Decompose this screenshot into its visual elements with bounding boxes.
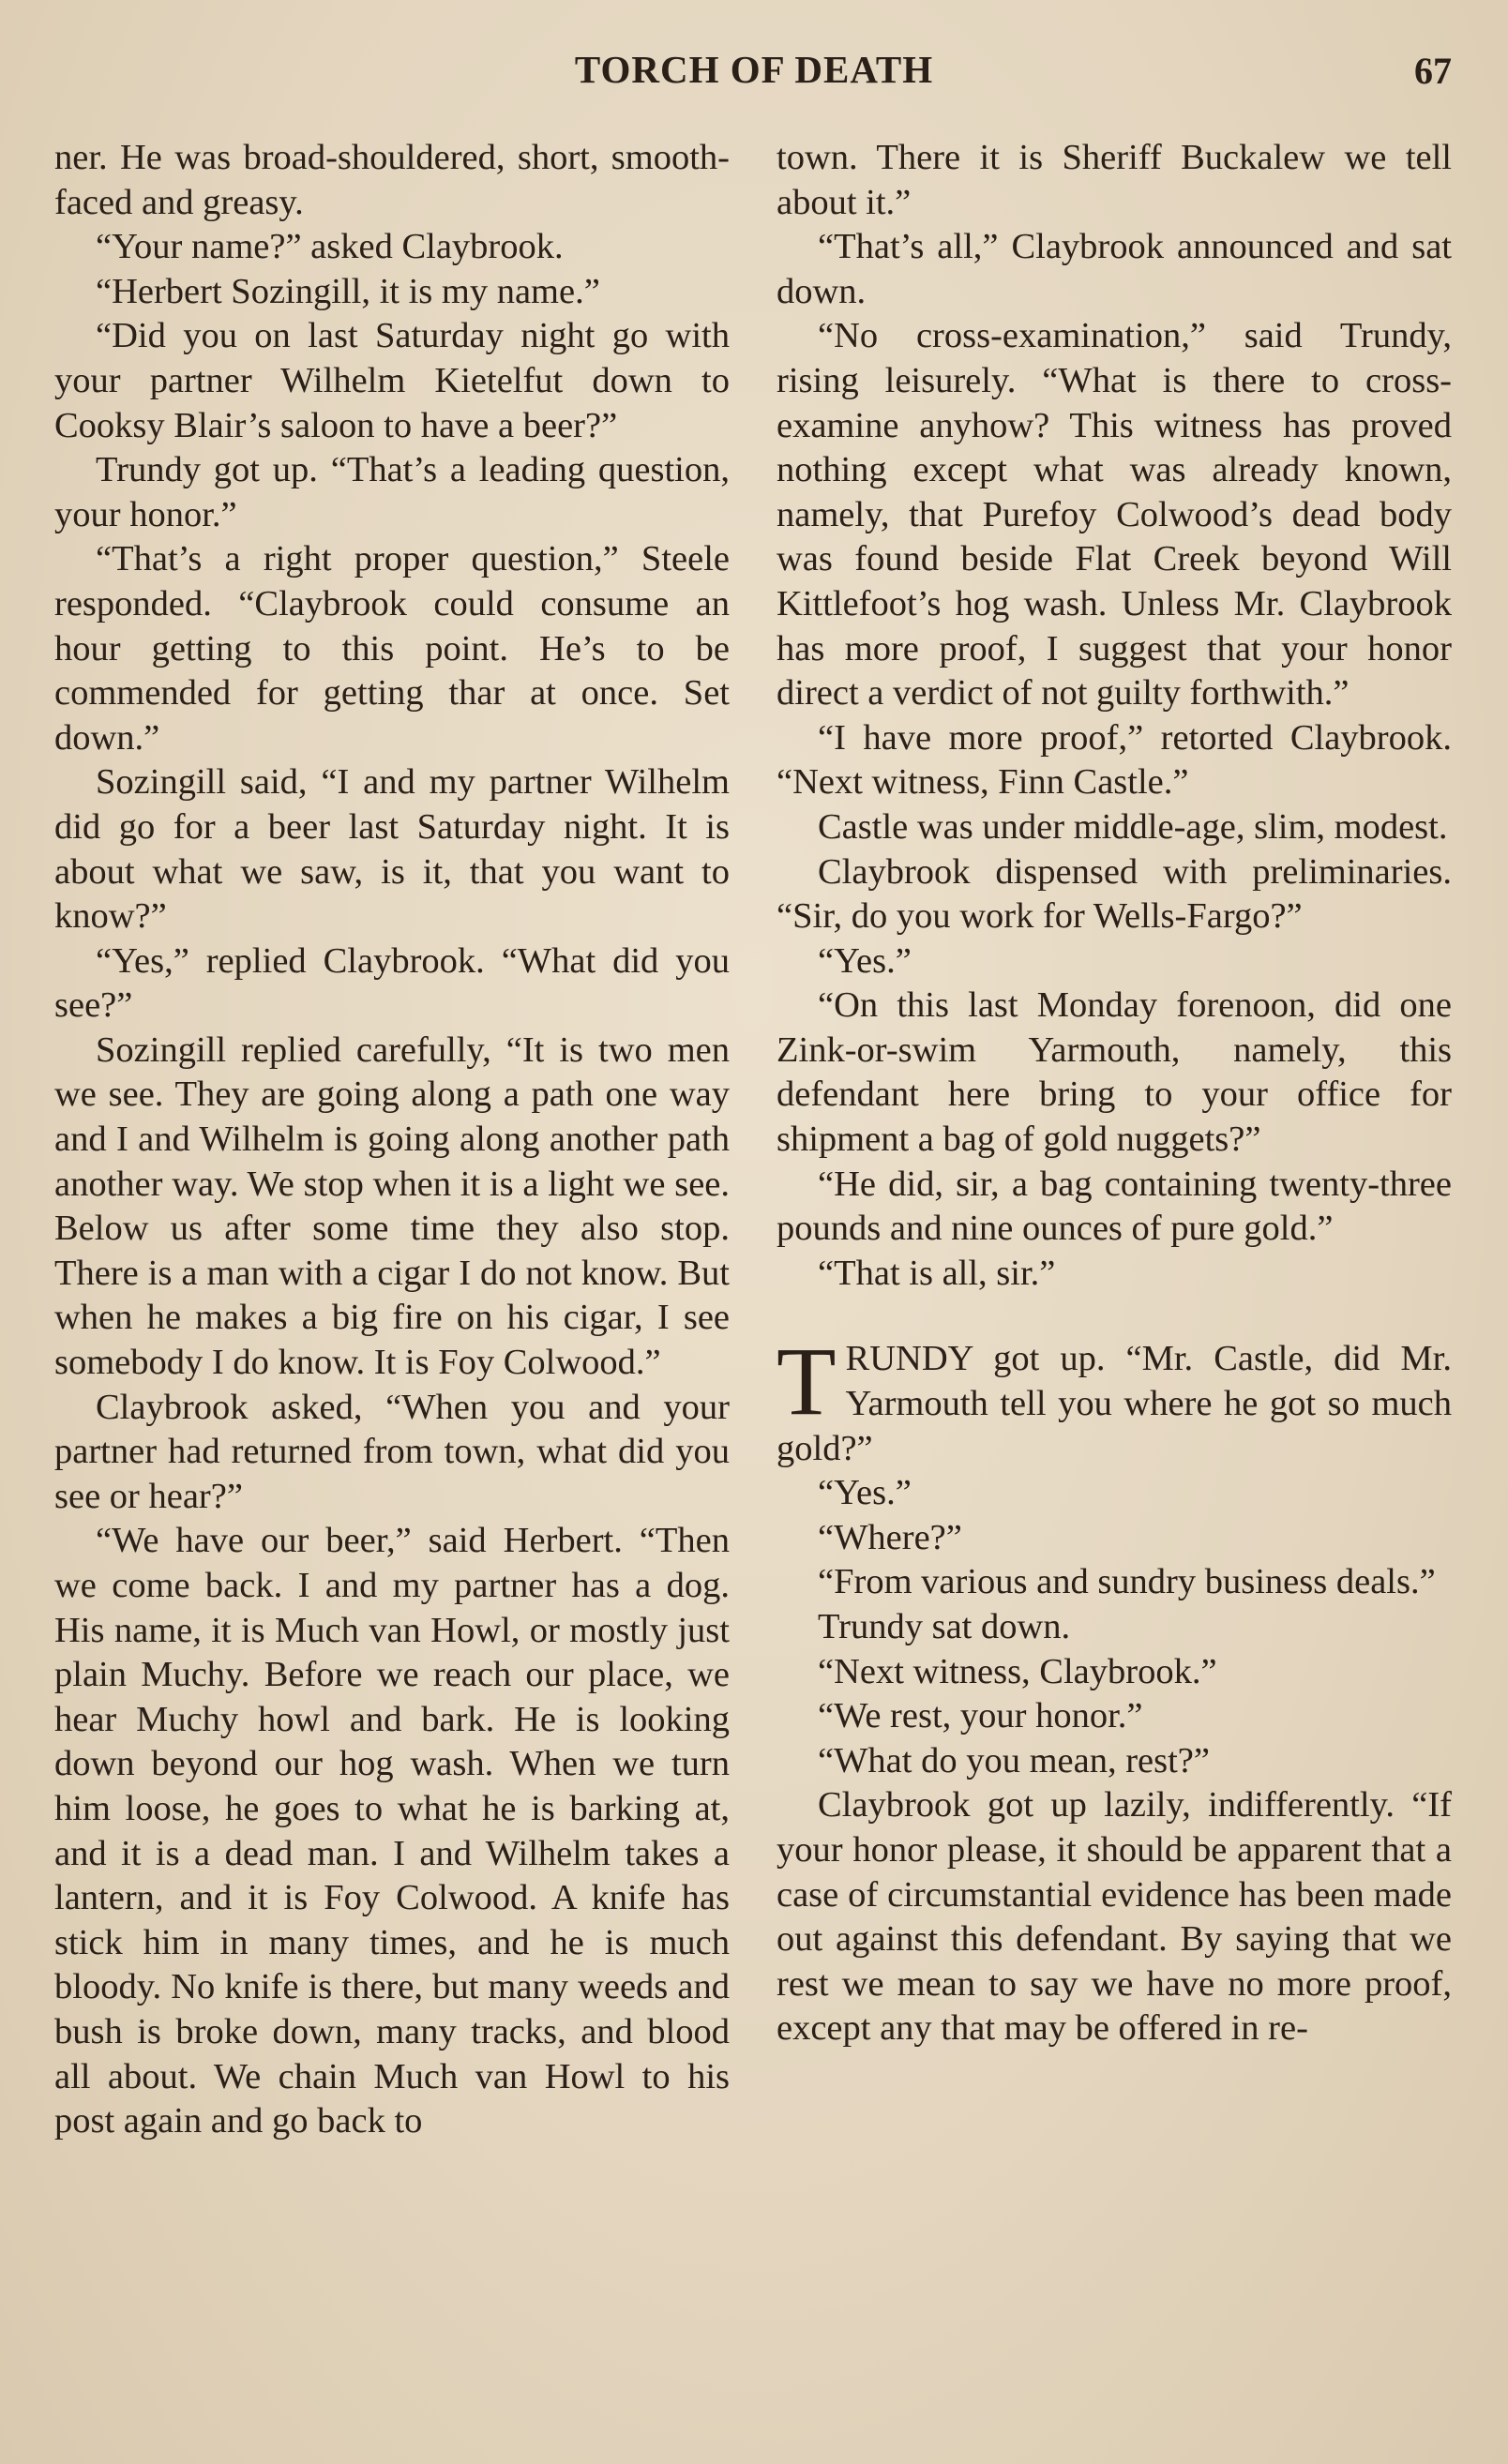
- paragraph: “We rest, your honor.”: [818, 1696, 1143, 1736]
- paragraph: town. There it is Sheriff Buckalew we tell about it.”: [777, 138, 1452, 222]
- paragraph: “Herbert Sozingill, it is my name.”: [96, 271, 600, 311]
- paragraph: “I have more proof,” retorted Claybrook. “Next witness, Finn Castle.”: [777, 717, 1452, 803]
- paragraph: Trundy got up. “That’s a leading question, your honor.”: [54, 450, 730, 534]
- paragraph: Castle was under middle-age, slim, modest.: [818, 806, 1448, 847]
- paragraph: “We have our beer,” said Herbert. “Then we come back. I and my partner has a dog. His name, it is Much van Howl, or mostly just plain Muchy. Before we reach our place, we hear Muchy howl and bark. He is looking down beyond our hog wash. When we turn him loose, he goes to what he is barking at, and it is a dead man. I and Wilhelm takes a lantern, and it is Foy Colwood. A knife has stick him in many times, and he is much bloody. No knife is there, but many weeds and bush is broke down, many tracks, and blood all about. We chain Much van Howl to his post again and go back to: [54, 1521, 730, 2141]
- paragraph: Claybrook asked, “When you and your partner had returned from town, what did you see or hear?”: [54, 1387, 730, 1516]
- section-opening-text: RUNDY got up. “Mr. Castle, did Mr. Yarmouth tell you where he got so much gold?”: [777, 1339, 1452, 1468]
- paragraph: “Yes.”: [818, 940, 912, 981]
- paragraph: “From various and sundry business deals.”: [818, 1562, 1436, 1602]
- paragraph: “On this last Monday forenoon, did one Zink-or-swim Yarmouth, namely, this defendant here bring to your office for shipment a bag of gold nuggets?”: [777, 985, 1452, 1160]
- page-header: [0, 47, 1508, 103]
- paragraph: “Yes.”: [818, 1473, 912, 1513]
- paragraph: “No cross-examination,” said Trundy, rising leisurely. “What is there to cross-examine anyhow? This witness has proved nothing except what was already known, namely, that Purefoy Colwood’s dead body was found beside Flat Creek beyond Will Kittlefoot’s hog wash. Unless Mr. Claybrook has more proof, I suggest that your honor direct a verdict of not guilty forthwith.”: [777, 316, 1452, 714]
- paragraph: “He did, sir, a bag containing twenty-three pounds and nine ounces of pure gold.”: [777, 1164, 1452, 1249]
- paragraph: “Where?”: [818, 1517, 962, 1557]
- paragraph: Claybrook dispensed with preliminaries. “Sir, do you work for Wells-Fargo?”: [777, 851, 1452, 937]
- page-number: 67: [1414, 50, 1452, 92]
- running-title: TORCH OF DEATH: [574, 48, 934, 91]
- paragraph: “What do you mean, rest?”: [818, 1740, 1210, 1780]
- paragraph: “Your name?” asked Claybrook.: [96, 227, 564, 267]
- paragraph: Trundy sat down.: [818, 1607, 1071, 1646]
- section-opening-paragraph: [777, 1328, 1452, 1471]
- paragraph: Claybrook got up lazily, indifferently. “If your honor please, it should be apparent that a case of circumstantial evidence has been made out against this defendant. By saying that we rest we mean to say we have no more proof, except any that may be offered in re-: [777, 1785, 1452, 2049]
- paragraph: “Yes,” replied Claybrook. “What did you see?”: [54, 940, 730, 1026]
- paragraph: “Next witness, Claybrook.”: [818, 1651, 1217, 1691]
- paragraph: “Did you on last Saturday night go with your partner Wilhelm Kietelfut down to Cooksy Blair’s saloon to have a beer?”: [54, 316, 730, 445]
- paragraph: ner. He was broad-shouldered, short, smooth-faced and greasy.: [54, 138, 730, 222]
- paragraph: “That’s all,” Claybrook announced and sat down.: [777, 227, 1452, 311]
- drop-cap: T: [777, 1328, 837, 1436]
- paragraph: “That is all, sir.”: [818, 1253, 1056, 1293]
- paragraph: Sozingill said, “I and my partner Wilhelm did go for a beer last Saturday night. It is about what we saw, is it, that you want to know?”: [54, 762, 730, 937]
- paragraph: “That’s a right proper question,” Steele responded. “Claybrook could consume an hour getting to this point. He’s to be commended for getting thar at once. Set down.”: [54, 539, 730, 758]
- paragraph: Sozingill replied carefully, “It is two men we see. They are going along a path one way and I and Wilhelm is going along another path another way. We stop when it is a light we see. Below us after some time they also stop. There is a man with a cigar I do not know. But when he makes a big fire on his cigar, I see somebody I do know. It is Foy Colwood.”: [54, 1029, 730, 1383]
- left-column: [54, 136, 730, 2424]
- right-column: [777, 136, 1452, 2424]
